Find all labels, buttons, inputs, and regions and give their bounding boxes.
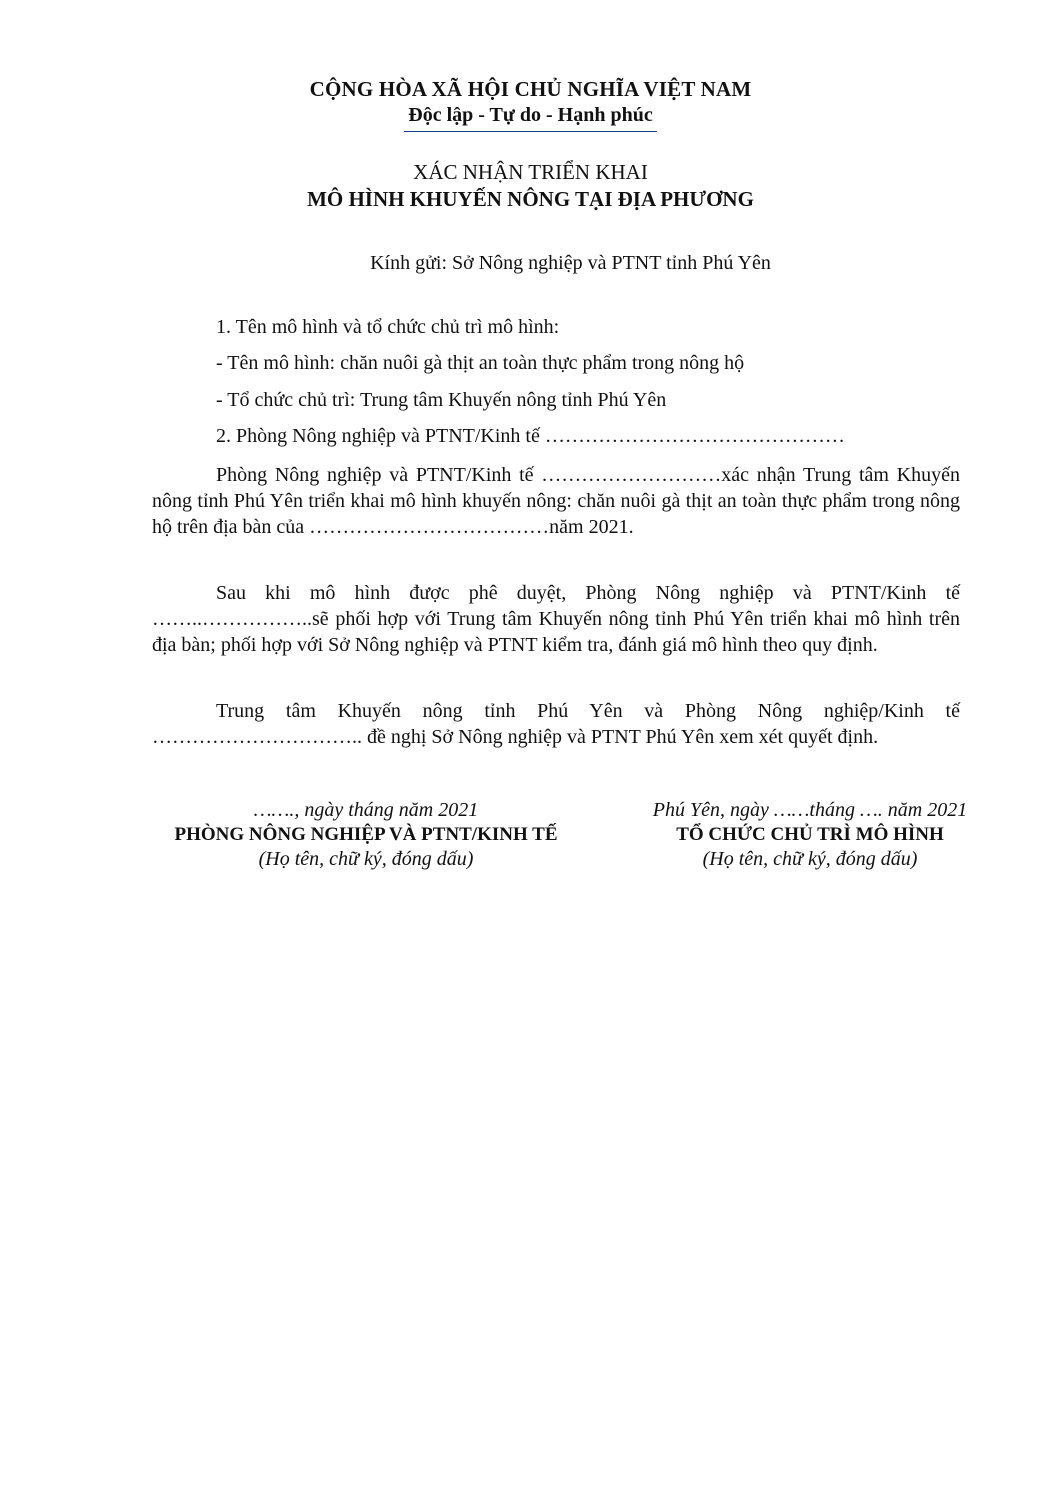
right-date: Phú Yên, ngày ……tháng …. năm 2021 — [652, 799, 968, 821]
item-2: 2. Phòng Nông nghiệp và PTNT/Kinh tế ……………………………………… — [216, 425, 845, 447]
right-note: (Họ tên, chữ ký, đóng dấu) — [702, 848, 918, 870]
right-title: TỔ CHỨC CHỦ TRÌ MÔ HÌNH — [676, 824, 944, 845]
motto-wrap — [408, 104, 652, 130]
signature-block-left — [130, 799, 602, 871]
motto-underline — [404, 131, 656, 132]
paragraph-confirmation: Phòng Nông nghiệp và PTNT/Kinh tế ………………………xác nhận Trung tâm Khuyến nông tỉnh Phú Yên triển khai mô hình khuyến nông: chăn nuôi gà thịt an toàn thực phẩm trong nông hộ trên địa bàn của ………………………………năm 2021. — [152, 464, 960, 538]
paragraph-request: Trung tâm Khuyến nông tỉnh Phú Yên và Phòng Nông nghiệp/Kinh tế ………………………….. đề nghị Sở Nông nghiệp và PTNT Phú Yên xem xét quyết định. — [152, 700, 960, 748]
left-note: (Họ tên, chữ ký, đóng dấu) — [258, 848, 474, 870]
left-date: ……., ngày tháng năm 2021 — [253, 799, 479, 821]
motto: Độc lập - Tự do - Hạnh phúc — [408, 104, 653, 126]
doc-title-line1: XÁC NHẬN TRIỂN KHAI — [413, 160, 648, 184]
host-org: - Tổ chức chủ trì: Trung tâm Khuyến nông tỉnh Phú Yên — [216, 389, 667, 411]
signature-block-right — [610, 799, 1010, 871]
doc-title-line2: MÔ HÌNH KHUYẾN NÔNG TẠI ĐỊA PHƯƠNG — [307, 187, 754, 211]
item-1: 1. Tên mô hình và tổ chức chủ trì mô hình: — [216, 316, 560, 338]
left-title: PHÒNG NÔNG NGHIỆP VÀ PTNT/KINH TẾ — [174, 824, 558, 845]
motto-container — [0, 104, 1061, 130]
model-name: - Tên mô hình: chăn nuôi gà thịt an toàn thực phẩm trong nông hộ — [216, 352, 745, 374]
nation-heading: CỘNG HÒA XÃ HỘI CHỦ NGHĨA VIỆT NAM — [309, 77, 752, 101]
paragraph-coordination: Sau khi mô hình được phê duyệt, Phòng Nông nghiệp và PTNT/Kinh tế ……..……………..sẽ phối hợp với Trung tâm Khuyến nông tỉnh Phú Yên triển khai mô hình trên địa bàn; phối hợp với Sở Nông nghiệp và PTNT kiểm tra, đánh giá mô hình theo quy định. — [152, 582, 960, 656]
recipient: Kính gửi: Sở Nông nghiệp và PTNT tỉnh Phú Yên — [370, 252, 771, 274]
